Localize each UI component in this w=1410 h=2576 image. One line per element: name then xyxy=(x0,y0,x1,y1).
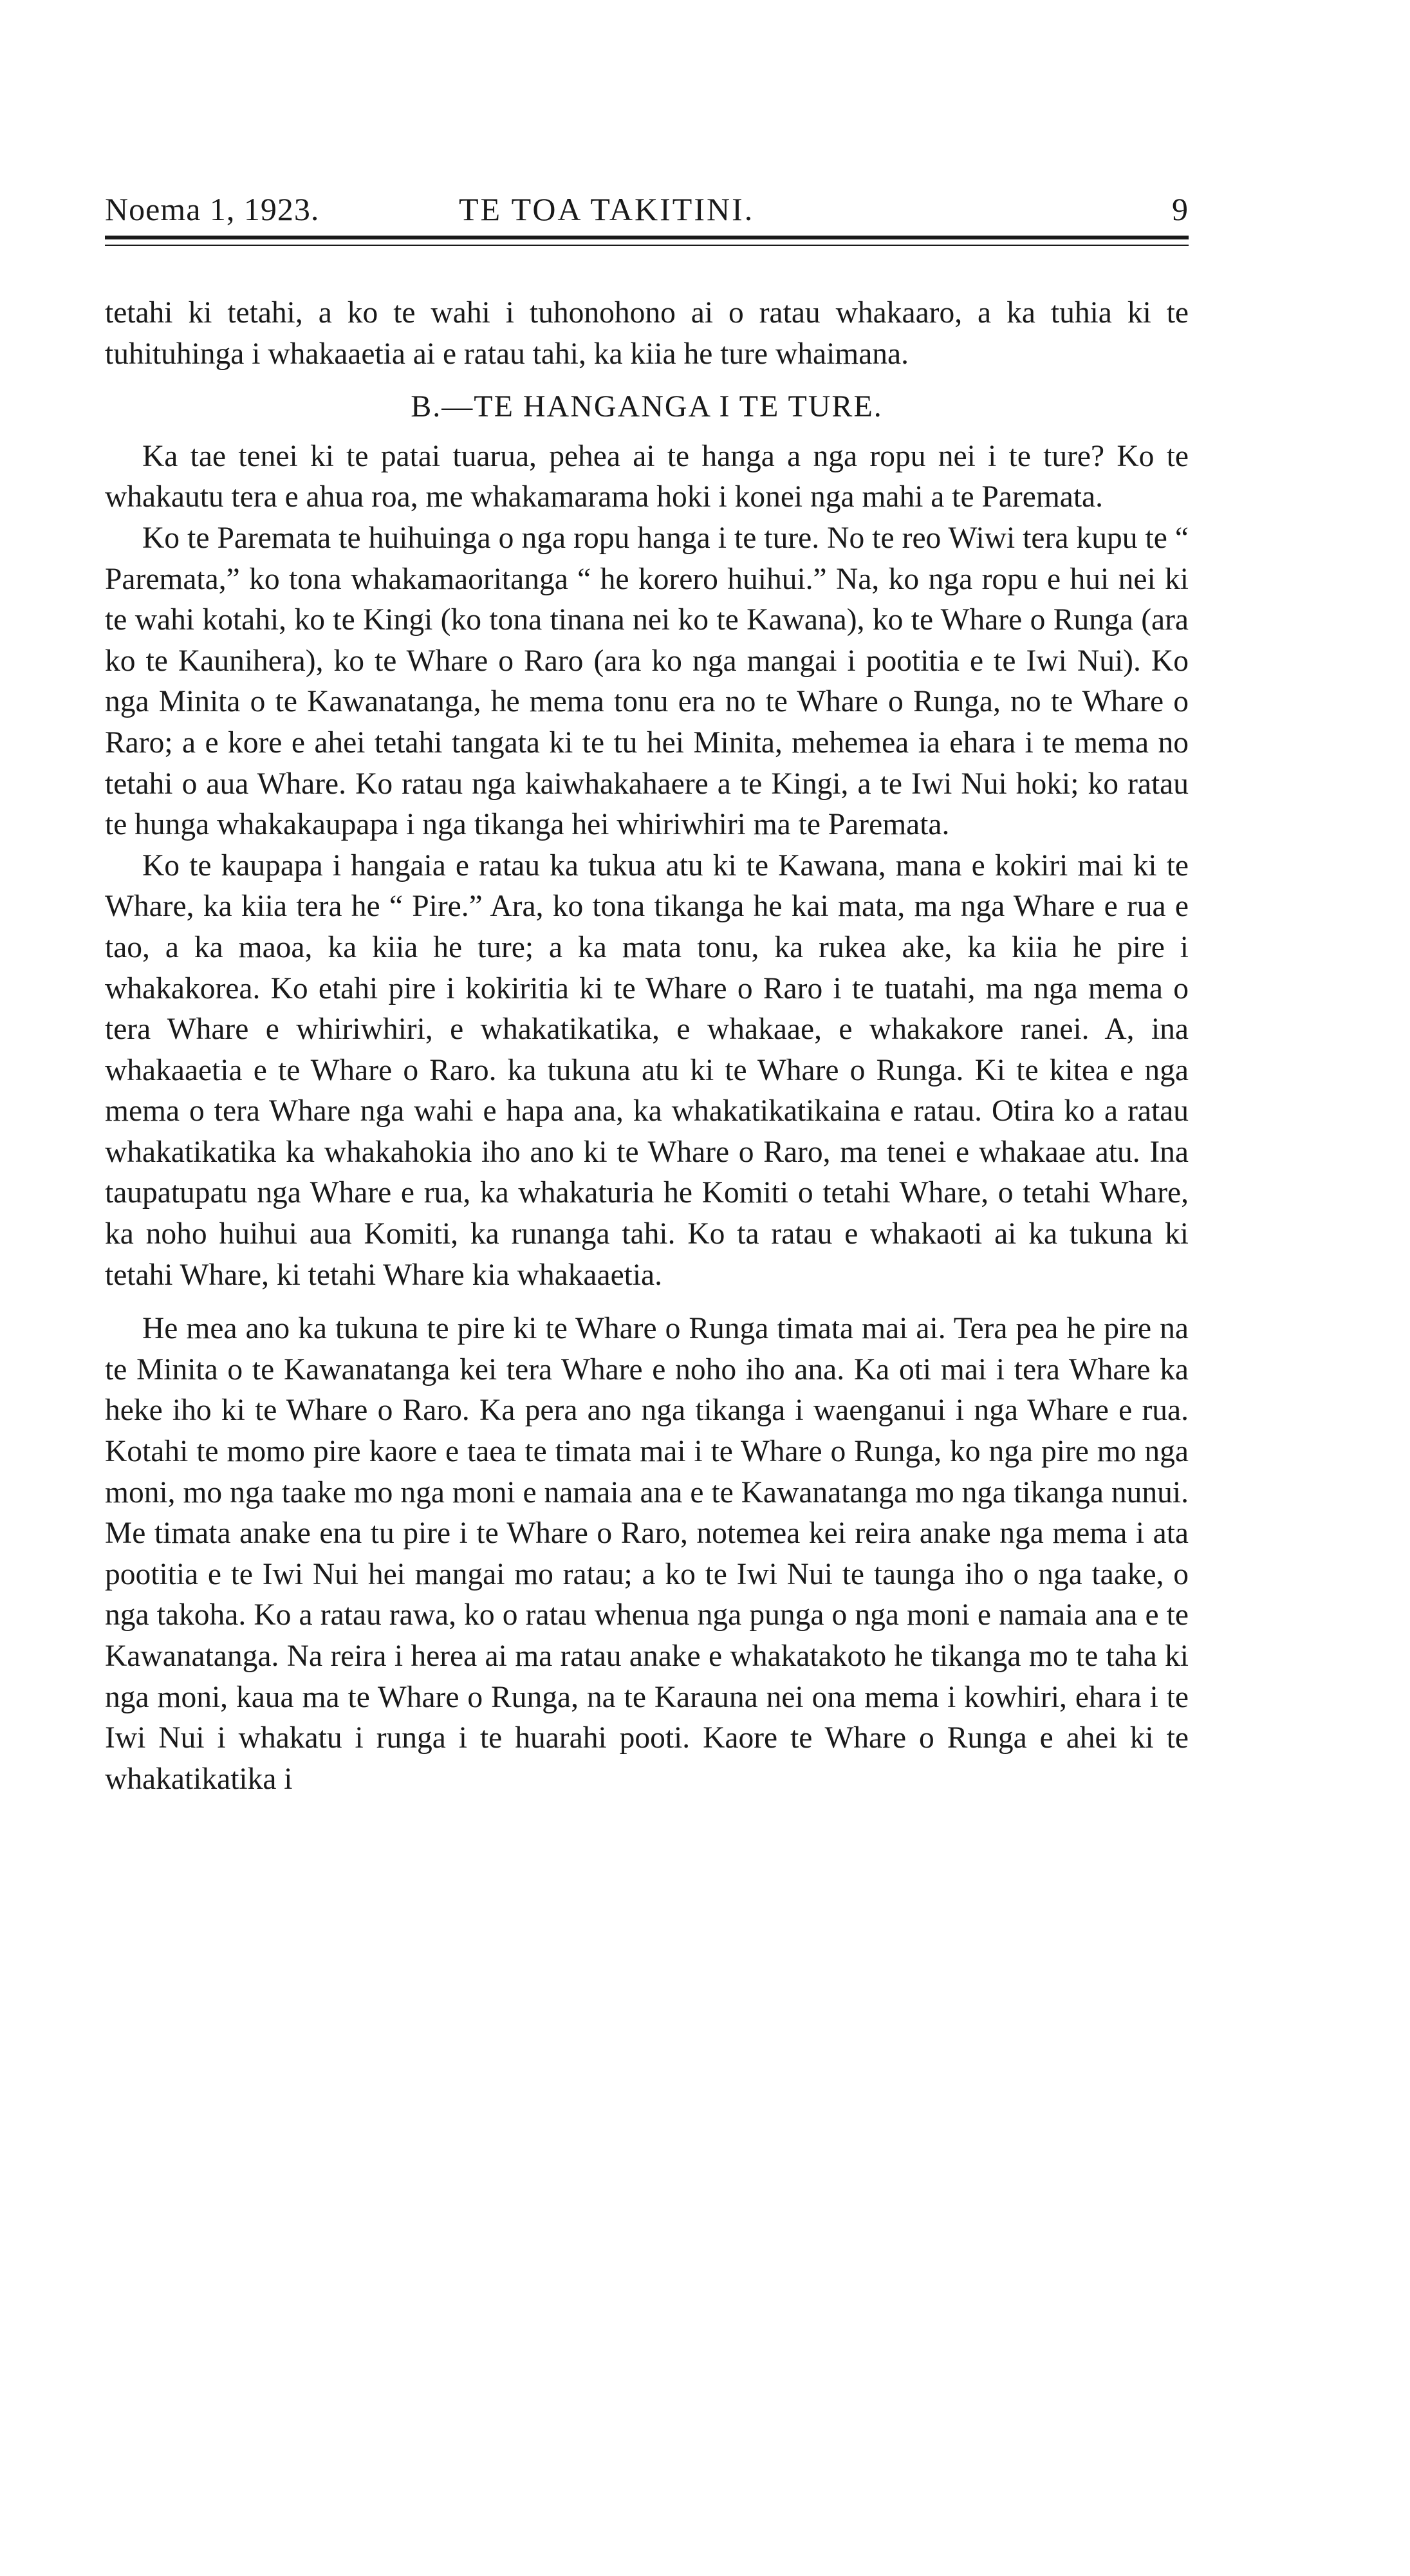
body-paragraph: Ka tae tenei ki te patai tuarua, pehea ai te hanga a nga ropu nei i te ture? Ko te whakautu tera e ahua roa, me whakamarama hoki i konei nga mahi a te Paremata. xyxy=(105,439,1189,514)
body-paragraph: Ko te kaupapa i hangaia e ratau ka tukua atu ki te Kawana, mana e kokiri mai ki te Whare, ka kiia tera he “ Pire.” Ara, ko tona tikanga he kai mata, ma nga Whare e rua e tao, a ka maoa, ka kiia he ture; a ka mata tonu, ka rukea ake, ka kiia he pire i whakakorea. Ko etahi pire i kokiritia ki te Whare o Raro i te tuatahi, ma nga mema o tera Whare e whiriwhiri, e whakatikatika, e whakaae, e whakakore ranei. A, ina whakaaetia e te Whare o Raro. ka tukuna atu ki te Whare o Runga. Ki te kitea e nga mema o tera Whare nga wahi e hapa ana, ka whakatikatikaina e ratau. Otira ko a ratau whakatikatika ka whakahokia iho ano ki te Whare o Raro, ma tenei e whakaae atu. Ina taupatupatu nga Whare e rua, ka whakaturia he Komiti o tetahi Whare, o tetahi Whare, ka noho huihui aua Komiti, ka runanga tahi. Ko ta ratau e whakaoti ai ka tukuna ki tetahi Whare, ki tetahi Whare kia whakaaetia. xyxy=(105,848,1189,1292)
intro-paragraph: tetahi ki tetahi, a ko te wahi i tuhonohono ai o ratau whakaaro, a ka tuhia ki te tuhituhinga i whakaaetia ai e ratau tahi, ka kiia he ture whaimana. xyxy=(105,296,1189,371)
publication-title: TE TOA TAKITINI. xyxy=(459,191,755,227)
document-page xyxy=(105,0,1189,2576)
article-body xyxy=(105,293,1189,1800)
header-rule-thick xyxy=(105,236,1189,239)
body-paragraph: He mea ano ka tukuna te pire ki te Whare o Runga timata mai ai. Tera pea he pire na te Minita o te Kawanatanga kei tera Whare e noho iho ana. Ka oti mai i tera Whare ka heke iho ki te Whare o Raro. Ka pera ano nga tikanga i waenganui i nga Whare e rua. Kotahi te momo pire kaore e taea te timata mai i te Whare o Runga, ko nga pire mo nga moni, mo nga taake mo nga moni e namaia ana e te Kawanatanga mo nga tikanga nunui. Me timata anake ena tu pire i te Whare o Raro, notemea kei reira anake nga mema i ata pootitia e te Iwi Nui hei mangai mo ratau; a ko te Iwi Nui te taunga iho o nga taake, o nga takoha. Ko a ratau rawa, ko o ratau whenua nga punga o nga moni e namaia ana e te Kawanatanga. Na reira i herea ai ma ratau anake e whakatakoto he tikanga mo te taha ki nga moni, kaua ma te Whare o Runga, na te Karauna nei ona mema i kowhiri, ehara i te Iwi Nui i whakatu i runga i te huarahi pooti. Kaore te Whare o Runga e ahei ki te whakatikatika i xyxy=(105,1312,1189,1796)
body-paragraph: Ko te Paremata te huihuinga o nga ropu hanga i te ture. No te reo Wiwi tera kupu te “ Paremata,” ko tona whakamaoritanga “ he korero huihui.” Na, ko nga ropu e hui nei ki te wahi kotahi, ko te Kingi (ko tona tinana nei ko te Kawana), ko te Whare o Runga (ara ko te Kaunihera), ko te Whare o Raro (ara ko nga mangai i pootitia e te Iwi Nui). Ko nga Minita o te Kawanatanga, he mema tonu era no te Whare o Runga, no te Whare o Raro; a e kore e ahei tetahi tangata ki te tu hei Minita, mehemea ia ehara i te mema no tetahi o aua Whare. Ko ratau nga kaiwhakahaere a te Kingi, a te Iwi Nui hoki; ko ratau te hunga whakakaupapa i nga tikanga hei whiriwhiri ma te Paremata. xyxy=(105,521,1189,842)
header-rule-thin xyxy=(105,245,1189,246)
issue-date: Noema 1, 1923. xyxy=(105,191,320,227)
section-heading: B.—TE HANGANGA I TE TURE. xyxy=(411,389,883,424)
page-number: 9 xyxy=(1172,191,1189,227)
running-header xyxy=(105,191,1189,229)
